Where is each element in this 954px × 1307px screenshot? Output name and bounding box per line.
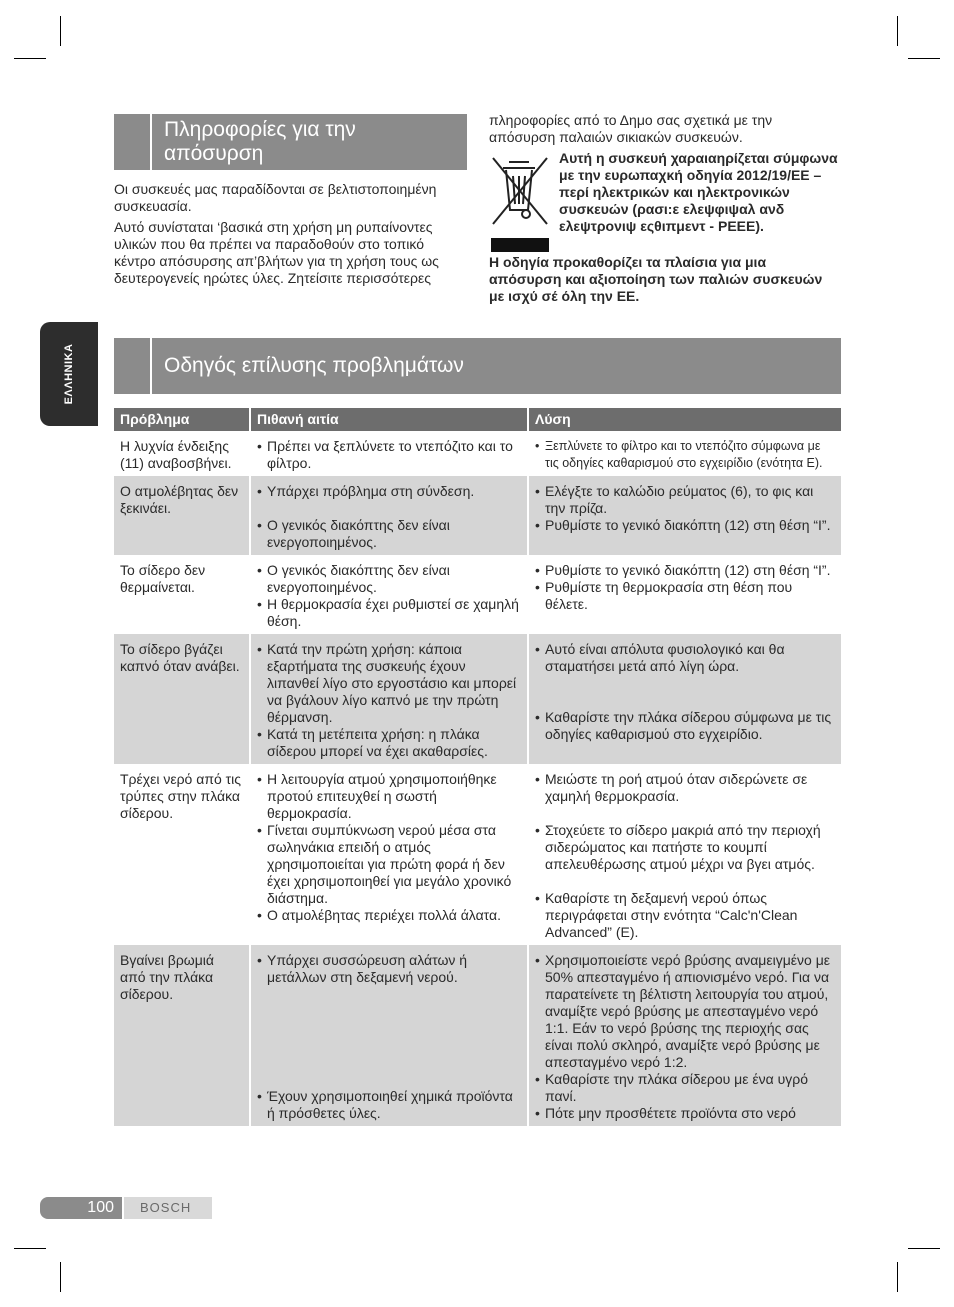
solution-cell: • Χρησιμοποιείστε νερό βρύσης αναμειγμένο με 50% απεσταγμένο ή απιονισμένο νερό. Για να παρατείνετε τη βέλτιστη λειτουργία του ατμού, αναμίξτε νερό βρύσης με απεσταγμένο νερό 1:1. Εάν το νερό βρύσης της περιοχής σας είναι πολύ σκληρό, αναμίξτε νερό βρύσης με απεσταγμένο νερό 1:2. • Καθαρίστε την πλάκα σίδερου με ένα υγρό πανί. • Πότε μην προσθέτετε προϊόντα στο νερό — [528, 945, 841, 1126]
table-header-row — [114, 408, 841, 431]
problem-cell: Το σίδερο δεν θερμαίνεται. — [120, 562, 206, 595]
problem-cell: Βγαίνει βρωμιά από την πλάκα σίδερου. — [114, 945, 250, 1126]
troubleshooting-table — [114, 408, 841, 1126]
table-row — [114, 476, 841, 555]
disposal-left-column — [114, 181, 464, 287]
table-row — [114, 764, 841, 945]
solution-cell: • Αυτό είναι απόλυτα φυσιολογικό και θα σταματήσει μετά από λίγη ώρα. • Καθαρίστε την πλάκα σίδερου σύμφωνα με τις οδηγίες καθαρισμού στο εγχειρίδιο. — [528, 634, 841, 764]
language-label: ΕΛΛΗΝΙΚΑ — [63, 343, 75, 405]
cause-cell: • Κατά την πρώτη χρήση: κάποια εξαρτήματα της συσκευής έχουν λιπανθεί λίγο στο εργοστάσιο και μπορεί να βγάλουν λίγο καπνό με την πρώτη θέρμανση. • Κατά τη μετέπειτα χρήση: η πλάκα σίδερου μπορεί να έχει ακαθαρσίες. — [250, 634, 528, 764]
crop-mark — [897, 1262, 898, 1292]
header-cause: Πιθανή αιτία — [250, 408, 528, 431]
disposal-paragraph-3: πληροφορίες από το Δημο σας σχετικά με την απόσυρση παλαιών σικιακών συσκευών. — [489, 112, 773, 145]
disposal-paragraph-2: Αυτό συνίσταται ‘βασικά στη χρήση μη ρυπαίνοντες υλικών που θα πρέπει να παραδοθούν στο τοπικό κέντρο απόσυρσης απ’βλήτων για τη χρήση τους ως δευτερογενείς ηρώτες ύλες. Ζητείσιτε περισσότερες — [114, 219, 439, 286]
crop-mark — [908, 1248, 940, 1249]
page-number: 100 — [40, 1197, 122, 1219]
solution-cell: • Ξεπλύνετε το φίλτρο και το ντεπόζιτο σύμφωνα με τις οδηγίες καθαρισμού στο εγχειρίδιο (ενότητα E). — [528, 431, 841, 476]
crop-mark — [897, 16, 898, 46]
solution-cell: • Ελέγξτε το καλώδιο ρεύματος (6), το φις και την πρίζα. • Ρυθμίστε το γενικό διακόπτη (12) στη θέση “I”. — [528, 476, 841, 555]
disposal-paragraph-1: Οι συσκευές μας παραδίδονται σε βελτιστοποιημένη συσκευασία. — [114, 181, 437, 214]
weee-directive-text: Αυτή η συσκευή χαραιαηρίζεται σύμφωνα με την ευρωπαχκή οδηγία 2012/19/ΕΕ – περί ηλεκτρικών και ηλεκτρονικών συσκευών (ρασι:ε ελεψφιψαλ ανδ ελεψτρονιψ εςθιπμεντ - ΡΕΕΕ). — [559, 150, 838, 234]
weee-framework-text: Η οδηγία προκαθορίζει τα πλαίσια για μια απόσυρση και αξιοποίηση των παλιών συσκευών με ισχύ σέ όλη την ΕΕ. — [489, 254, 823, 304]
cause-cell: • Υπάρχει συσσώρευση αλάτων ή μετάλλων στη δεξαμενή νερού. • Έχουν χρησιμοποιηθεί χημικά προϊόντα ή πρόσθετες ύλες. — [250, 945, 528, 1126]
crop-mark — [60, 16, 61, 46]
troubleshooting-header — [114, 338, 841, 394]
solution-cell: • Ρυθμίστε το γενικό διακόπτη (12) στη θέση “I”. • Ρυθμίστε τη θερμοκρασία στη θέση που θέλετε. — [528, 555, 841, 634]
crop-mark — [14, 1248, 46, 1249]
problem-cell: Η λυχνία ένδειξης (11) αναβοσβήνει. — [120, 438, 232, 471]
solution-cell: • Μειώστε τη ροή ατμού όταν σιδερώνετε σε χαμηλή θερμοκρασία. • Στοχεύετε το σίδερο μακριά από την περιοχή σιδερώματος και πατήστε το κουμπί απελευθέρωσης ατμού μέχρι να βγει ατμός. • Καθαρίστε τη δεξαμενή νερού όπως περιγράφεται στην ενότητα “Calc'n'Clean Advanced” (E). — [528, 764, 841, 945]
cause-cell: • Πρέπει να ξεπλύνετε το ντεπόζιτο και το φίλτρο. — [250, 431, 528, 476]
crop-mark — [908, 58, 940, 59]
header-solution: Λύση — [528, 408, 841, 431]
header-problem: Πρόβλημα — [114, 408, 250, 431]
problem-cell: Ο ατμολέβητας δεν ξεκινάει. — [114, 476, 250, 555]
crop-mark — [60, 1262, 61, 1292]
cause-cell: • Ο γενικός διακόπτης δεν είναι ενεργοποιημένος. • Η θερμοκρασία έχει ρυθμιστεί σε χαμηλή θέση. — [250, 555, 528, 634]
table-row — [114, 634, 841, 764]
table-row — [114, 555, 841, 634]
table-row — [114, 945, 841, 1126]
cause-cell: • Η λειτουργία ατμού χρησιμοποιήθηκε προτού επιτευχθεί η σωστή θερμοκρασία. • Γίνεται συμπύκνωση νερού μέσα στα σωληνάκια επειδή ο ατμός χρησιμοποιείται για πρώτη φορά ή δεν έχει χρησιμοποιηθεί για μεγάλο χρονικό διάστημα. • Ο ατμολέβητας περιέχει πολλά άλατα. — [250, 764, 528, 945]
disposal-header — [114, 114, 467, 170]
cause-cell: • Υπάρχει πρόβλημα στη σύνδεση. • Ο γενικός διακόπτης δεν είναι ενεργοποιημένος. — [250, 476, 528, 555]
language-tab — [40, 322, 98, 426]
problem-cell: Τρέχει νερό από τις τρύπες στην πλάκα σίδερου. — [120, 771, 242, 821]
disposal-title-line2: απόσυρση — [164, 142, 264, 165]
brand-label: BOSCH — [124, 1197, 212, 1219]
disposal-title-line1: Πληροφορίες για την — [164, 118, 356, 141]
crop-mark — [14, 58, 46, 59]
crossed-out-wheelie-bin-icon — [489, 154, 551, 254]
table-row — [114, 431, 841, 476]
troubleshooting-title: Οδηγός επίλυσης προβλημάτων — [164, 354, 464, 377]
problem-cell: Το σίδερο βγάζει καπνό όταν ανάβει. — [114, 634, 250, 764]
